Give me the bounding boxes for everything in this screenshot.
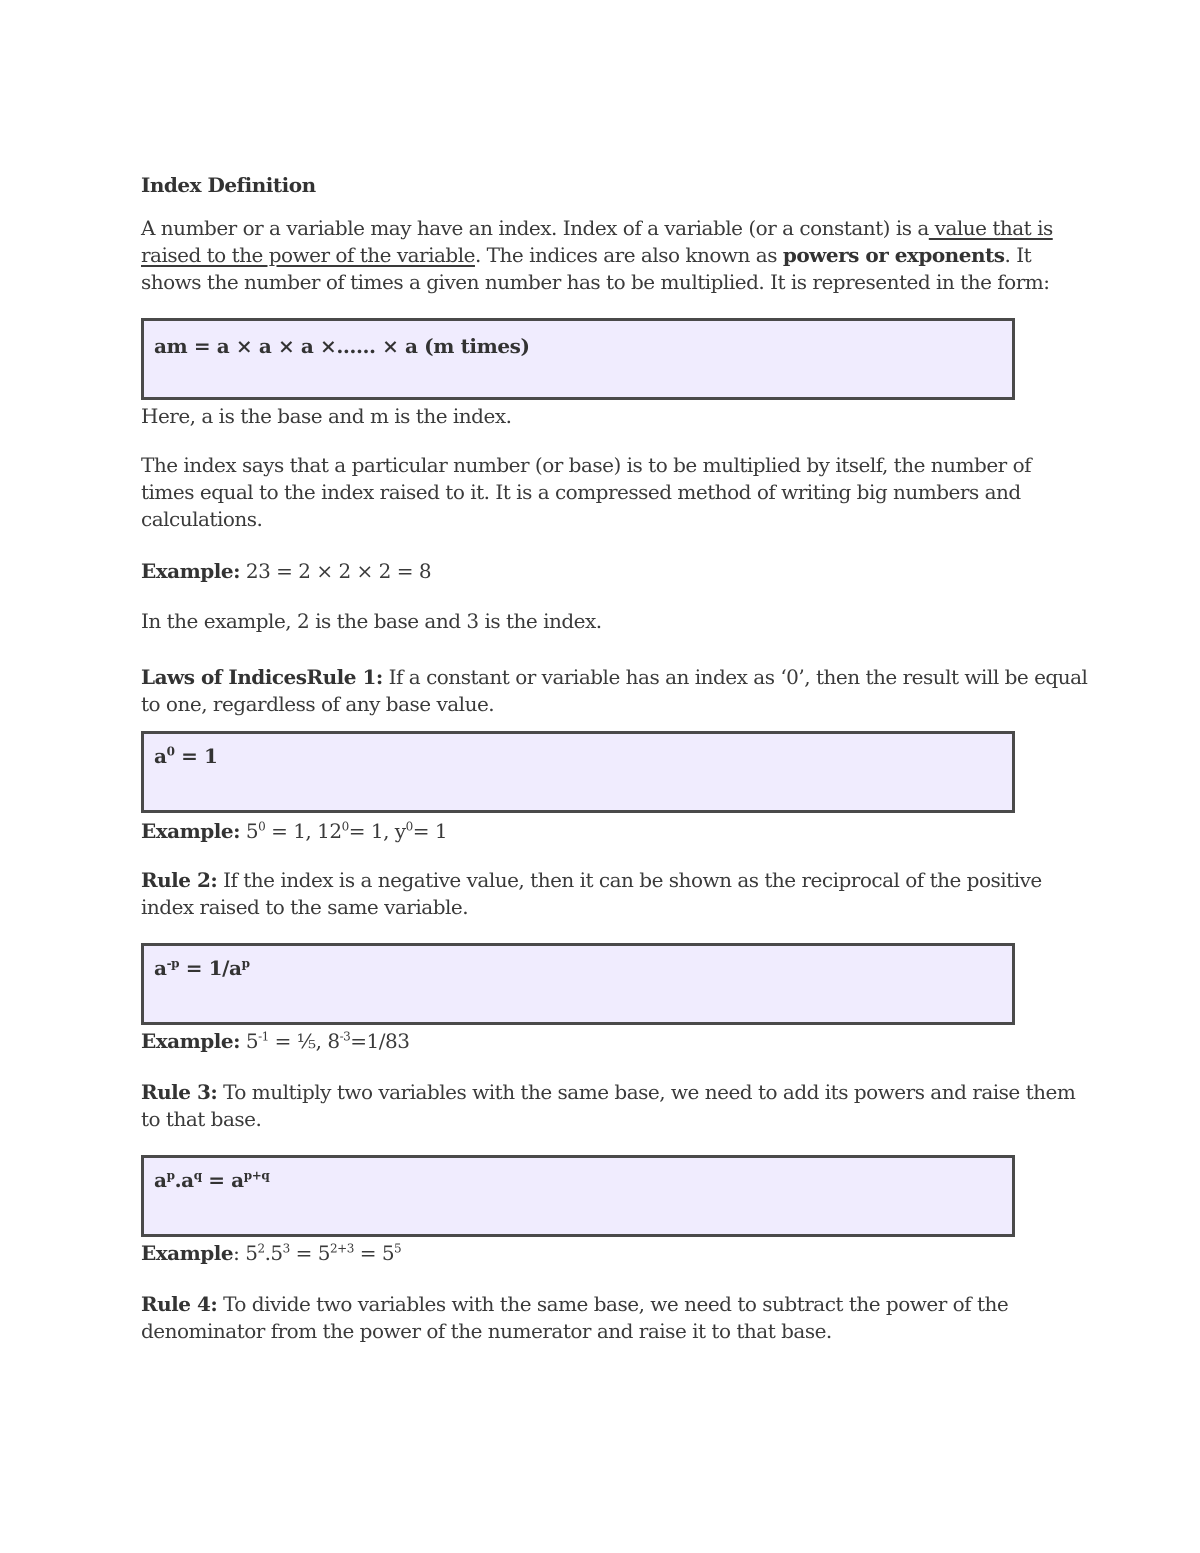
- rule-3-text: Rule 3: To multiply two variables with the same base, we need to add its powers and raise them to that base.: [141, 1080, 1076, 1131]
- rule-1-example: Example: $5^0 = 1$, $12^0= 1$, $y^0= 1$: [141, 819, 448, 843]
- intro-paragraph: A number or a variable may have an index. Index of a variable (or a constant) is a value that is raised to the power of the variable. The indices are also known as powers or exponents. It shows the number of times a given number has to be multiplied. It is represented in the form:: [141, 216, 1053, 294]
- rule-3-example: Example: $5^2.5^3 = 5^{2+3} = 5^5$: [141, 1241, 402, 1265]
- example-1: Example: 23 = 2 × 2 × 2 = 8: [141, 559, 432, 583]
- base-index-note: Here, a is the base and m is the index.: [141, 404, 512, 428]
- formula-rule-1: $a^0 = 1$: [154, 744, 218, 768]
- formula-box-definition: [141, 318, 1015, 400]
- rule-4-text: Rule 4: To divide two variables with the same base, we need to subtract the power of the denominator from the power of the numerator and raise it to that base.: [141, 1292, 1009, 1343]
- index-explanation-paragraph: The index says that a particular number (or base) is to be multiplied by itself, the number of times equal to the index raised to it. It is a compressed method of writing big numbers and calculations.: [141, 453, 1032, 531]
- formula-box-rule-3: [141, 1155, 1015, 1237]
- rule-2-example: Example: $5^{-1}$ = ⅕, $8^{-3}=1/83$: [141, 1029, 410, 1053]
- formula-box-rule-2: [141, 943, 1015, 1025]
- rule-1-text: Laws of IndicesRule 1: If a constant or variable has an index as ‘0’, then the result will be equal to one, regardless of any base value.: [141, 665, 1088, 716]
- rule-2-text: Rule 2: If the index is a negative value, then it can be shown as the reciprocal of the positive index raised to the same variable.: [141, 868, 1042, 919]
- formula-definition: am = a × a × a ×…… × a (m times): [154, 334, 530, 358]
- example-1-note: In the example, 2 is the base and 3 is the index.: [141, 609, 602, 633]
- formula-box-rule-1: [141, 731, 1015, 813]
- formula-rule-3: $a^p.a^q = a^{p+q}$: [154, 1168, 270, 1192]
- page-title: Index Definition: [141, 173, 316, 197]
- formula-rule-2: $a^{-p} = 1/a^p$: [154, 956, 250, 980]
